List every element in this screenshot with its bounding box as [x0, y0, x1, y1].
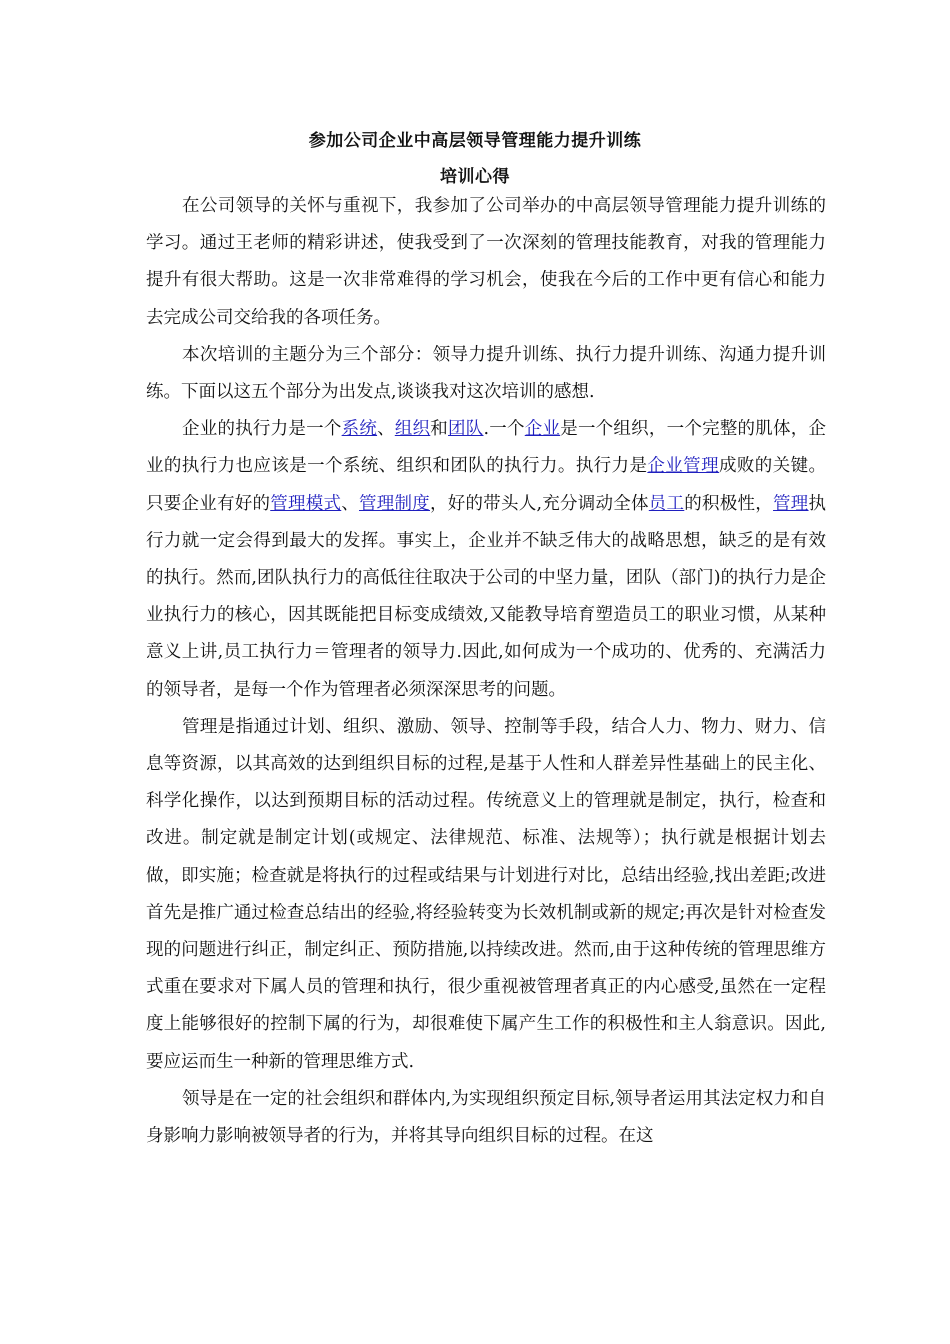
link-management-model[interactable]: 管理模式 — [270, 493, 342, 514]
document-body — [146, 188, 826, 1155]
paragraph-text: 和 — [430, 419, 449, 440]
document-title: 参加公司企业中高层领导管理能力提升训练 — [308, 131, 642, 151]
link-system[interactable]: 系统 — [341, 419, 378, 440]
link-organization[interactable]: 组织 — [394, 419, 431, 440]
paragraph-text: 、 — [377, 419, 395, 440]
paragraph-text: 企业的执行力是一个 — [182, 419, 342, 440]
link-management[interactable]: 管理 — [773, 493, 809, 514]
paragraph-text: 的积极性， — [684, 493, 774, 514]
document-subtitle: 培训心得 — [440, 167, 510, 187]
paragraph-text: 成败的关键。只要企业有好的 — [146, 456, 827, 514]
link-employee[interactable]: 员工 — [648, 493, 685, 514]
paragraph-text: .一个 — [483, 419, 525, 440]
paragraph-intro: 在公司领导的关怀与重视下，我参加了公司举办的中高层领导管理能力提升训练的学习。通过王老师的精彩讲述，使我受到了一次深刻的管理技能教育，对我的管理能力提升有很大帮助。这是一次非常难得的学习机会，使我在今后的工作中更有信心和能力去完成公司交给我的各项任务。 — [146, 196, 826, 328]
paragraph-text: 是一个组织，一个完整的肌体，企业的执行力也应该是一个系统、组织和团队的执行力。执行力是 — [146, 419, 826, 477]
paragraph-management: 管理是指通过计划、组织、激励、领导、控制等手段，结合人力、物力、财力、信息等资源，以其高效的达到组织目标的过程,是基于人性和人群差异性基础上的民主化、科学化操作，以达到预期目标的活动过程。传统意义上的管理就是制定，执行，检查和改进。制定就是制定计划(或规定、法律规范、标准、法规等）；执行就是根据计划去做，即实施；检查就是将执行的过程或结果与计划进行对比，总结出经验,找出差距;改进首先是推广通过检查总结出的经验,将经验转变为长效机制或新的规定;再次是针对检查发现的问题进行纠正，制定纠正、预防措施,以持续改进。然而,由于这种传统的管理思维方式重在要求对下属人员的管理和执行，很少重视被管理者真正的内心感受,虽然在一定程度上能够很好的控制下属的行为，却很难使下属产生工作的积极性和主人翁意识。因此,要应运而生一种新的管理思维方式. — [146, 716, 826, 1072]
paragraph-execution — [146, 411, 826, 709]
paragraph-leadership: 领导是在一定的社会组织和群体内,为实现组织预定目标,领导者运用其法定权力和自身影响力影响被领导者的行为，并将其导向组织目标的过程。在这 — [146, 1088, 826, 1147]
link-management-system[interactable]: 管理制度 — [359, 493, 430, 514]
paragraph-text: 执行力就一定会得到最大的发挥。事实上，企业并不缺乏伟大的战略思想，缺乏的是有效的执行。然而,团队执行力的高低往往取决于公司的中坚力量，团队（部门)的执行力是企业执行力的核心，因其既能把目标变成绩效,又能教导培育塑造员工的职业习惯，从某种意义上讲,员工执行力＝管理者的领导力.因此,如何成为一个成功的、优秀的、充满活力的领导者，是每一个作为管理者必须深深思考的问题。 — [146, 493, 827, 700]
paragraph-text: ，好的带头人,充分调动全体 — [430, 493, 649, 514]
link-team[interactable]: 团队 — [448, 419, 484, 440]
link-enterprise[interactable]: 企业 — [524, 419, 561, 440]
paragraph-text: 、 — [341, 493, 359, 514]
paragraph-topics: 本次培训的主题分为三个部分：领导力提升训练、执行力提升训练、沟通力提升训练。下面以这五个部分为出发点,谈谈我对这次培训的感想. — [146, 344, 826, 403]
link-enterprise-management[interactable]: 企业管理 — [647, 456, 719, 477]
